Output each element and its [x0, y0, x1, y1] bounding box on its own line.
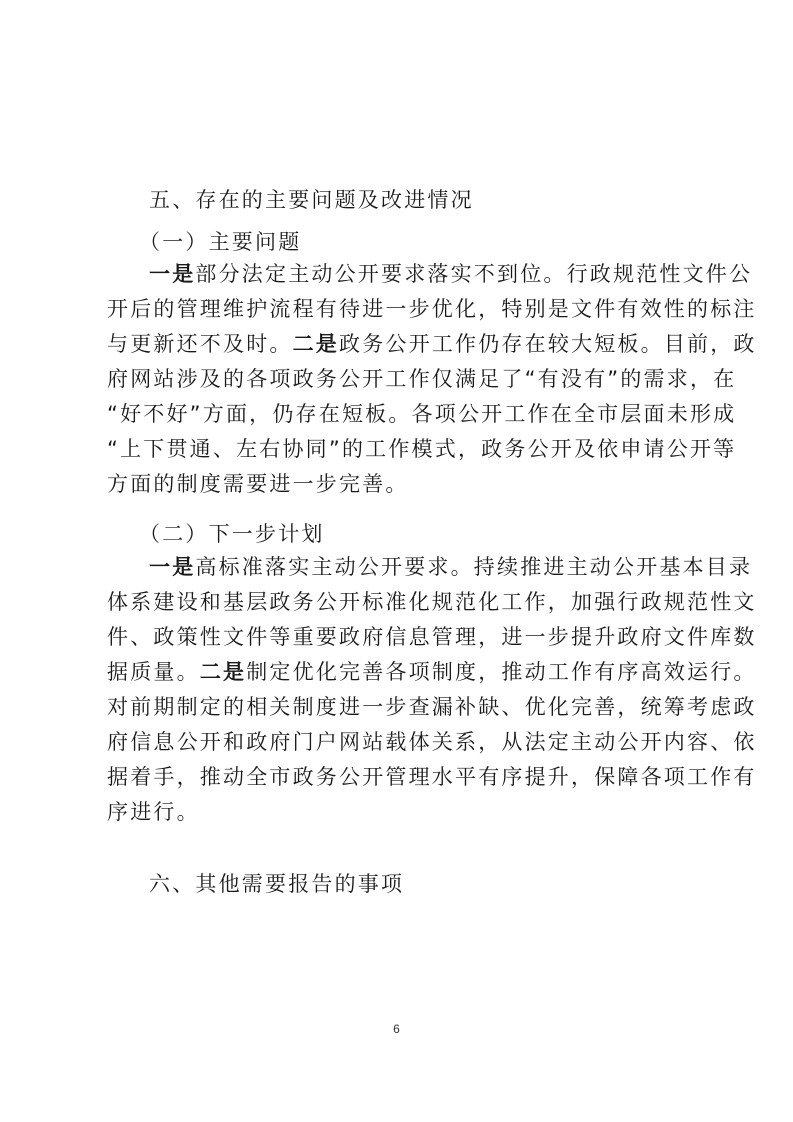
emphasis-lead: 二是 — [292, 332, 340, 356]
paragraph-line — [107, 330, 757, 358]
paragraph-line: “上下贯通、左右协同”的工作模式，政务公开及依申请公开等 — [107, 437, 737, 461]
paragraph-text: 据质量。 — [107, 660, 200, 684]
paragraph-line: “好不好”方面，仍存在短板。各项公开工作在全市层面未形成 — [107, 402, 737, 426]
emphasis-lead: 一是 — [149, 262, 196, 286]
paragraph-text: 部分法定主动公开要求落实不到位。行政规范性文件公 — [195, 262, 753, 286]
paragraph-text: 政务公开工作仍存在较大短板。目前，政 — [339, 332, 757, 356]
paragraph-line: 府信息公开和政府门户网站载体关系，从法定主动公开内容、依 — [107, 730, 757, 754]
paragraph-line — [149, 553, 752, 581]
paragraph-line — [149, 260, 752, 288]
section-heading: 五、存在的主要问题及改进情况 — [149, 188, 474, 212]
paragraph-line — [107, 658, 757, 686]
paragraph-line: 序进行。 — [107, 800, 200, 824]
subsection-heading: （二）下一步计划 — [139, 522, 325, 546]
page-number: 6 — [393, 1022, 400, 1036]
paragraph-line: 对前期制定的相关制度进一步查漏补缺、优化完善，统筹考虑政 — [107, 695, 757, 719]
paragraph-text: 制定优化完善各项制度，推动工作有序高效运行。 — [246, 660, 757, 684]
paragraph-line: 方面的制度需要进一步完善。 — [107, 472, 409, 496]
emphasis-lead: 二是 — [199, 660, 247, 684]
paragraph-line: 府网站涉及的各项政务公开工作仅满足了“有没有”的需求，在 — [107, 367, 737, 391]
paragraph-line: 据着手，推动全市政务公开管理水平有序提升，保障各项工作有 — [107, 765, 757, 789]
paragraph-line: 体系建设和基层政务公开标准化规范化工作，加强行政规范性文 — [107, 590, 757, 614]
section-heading: 六、其他需要报告的事项 — [149, 872, 405, 896]
emphasis-lead: 一是 — [149, 555, 196, 579]
subsection-heading: （一）主要问题 — [139, 230, 302, 254]
paragraph-text: 与更新还不及时。 — [107, 332, 293, 356]
paragraph-text: 高标准落实主动公开要求。持续推进主动公开基本目录 — [195, 555, 753, 579]
paragraph-line: 开后的管理维护流程有待进一步优化，特别是文件有效性的标注 — [107, 297, 757, 321]
paragraph-line: 件、政策性文件等重要政府信息管理，进一步提升政府文件库数 — [107, 625, 757, 649]
